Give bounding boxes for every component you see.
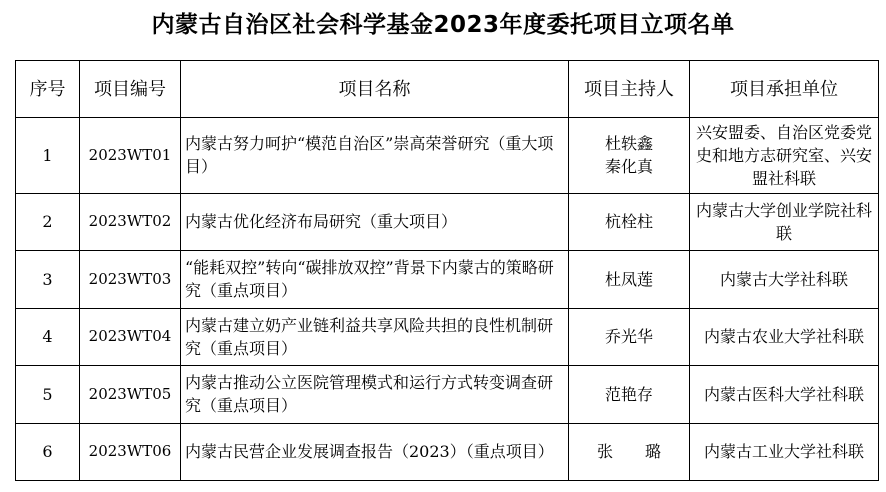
row-no: 3: [16, 251, 80, 308]
row-unit: 内蒙古大学创业学院社科联: [690, 193, 879, 250]
row-code: 2023WT03: [80, 251, 181, 308]
row-leader: 杜凤莲: [569, 251, 690, 308]
row-no: 5: [16, 366, 80, 423]
row-leader: 杭栓柱: [569, 193, 690, 250]
header-unit: 项目承担单位: [690, 61, 879, 118]
row-project-name: 内蒙古民营企业发展调查报告（2023）（重点项目）: [181, 423, 569, 481]
table-row: [16, 308, 879, 365]
row-code: 2023WT02: [80, 193, 181, 250]
row-code: 2023WT01: [80, 118, 181, 194]
row-project-name: 内蒙古优化经济布局研究（重大项目）: [181, 193, 569, 250]
row-no: 6: [16, 423, 80, 481]
row-no: 1: [16, 118, 80, 194]
table-header-row: [16, 61, 879, 118]
row-no: 2: [16, 193, 80, 250]
row-leader: 杜轶鑫 秦化真: [569, 118, 690, 194]
project-table: [15, 60, 879, 481]
row-code: 2023WT04: [80, 308, 181, 365]
table-row: [16, 193, 879, 250]
row-project-name: 内蒙古努力呵护“模范自治区”崇高荣誉研究（重大项目）: [181, 118, 569, 194]
row-unit: 内蒙古农业大学社科联: [690, 308, 879, 365]
header-code: 项目编号: [80, 61, 181, 118]
header-leader: 项目主持人: [569, 61, 690, 118]
row-unit: 兴安盟委、自治区党委党史和地方志研究室、兴安盟社科联: [690, 118, 879, 194]
table-row: [16, 251, 879, 308]
page-title: 内蒙古自治区社会科学基金2023年度委托项目立项名单: [151, 12, 735, 38]
row-leader: 乔光华: [569, 308, 690, 365]
header-name: 项目名称: [181, 61, 569, 118]
row-project-name: 内蒙古建立奶产业链利益共享风险共担的良性机制研究（重点项目）: [181, 308, 569, 365]
row-project-name: 内蒙古推动公立医院管理模式和运行方式转变调查研究（重点项目）: [181, 366, 569, 423]
table-row: [16, 118, 879, 194]
header-no: 序号: [16, 61, 80, 118]
table-row: [16, 366, 879, 423]
row-code: 2023WT05: [80, 366, 181, 423]
row-leader: 张 璐: [569, 423, 690, 481]
row-code: 2023WT06: [80, 423, 181, 481]
row-unit: 内蒙古医科大学社科联: [690, 366, 879, 423]
row-unit: 内蒙古工业大学社科联: [690, 423, 879, 481]
row-project-name: “能耗双控”转向“碳排放双控”背景下内蒙古的策略研究（重点项目）: [181, 251, 569, 308]
row-no: 4: [16, 308, 80, 365]
row-unit: 内蒙古大学社科联: [690, 251, 879, 308]
row-leader: 范艳存: [569, 366, 690, 423]
table-row: [16, 423, 879, 481]
